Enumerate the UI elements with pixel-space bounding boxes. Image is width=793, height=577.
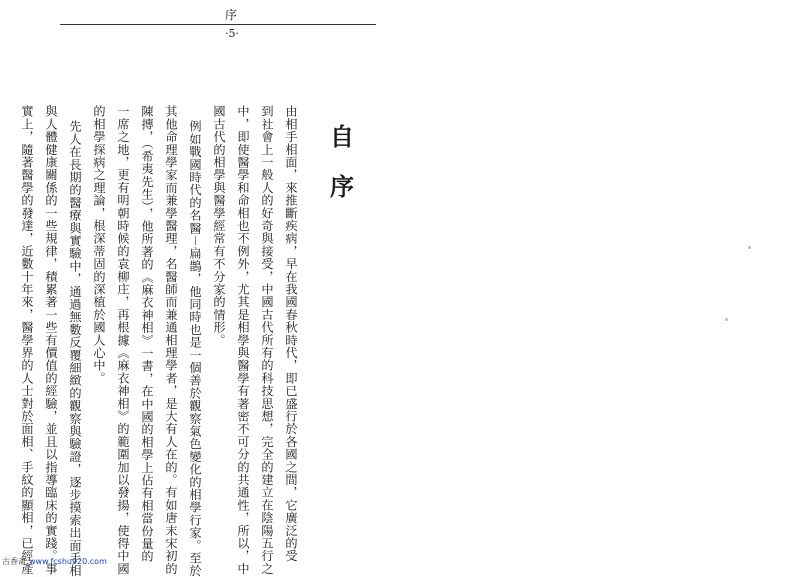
- text-column-6: 其他命理學家而兼學醫理，名醫師而兼通相理學者，是大有人在的。有如唐末宋初的: [164, 105, 178, 575]
- text-column-1: 由相手相面，來推斷疾病，早在我國春秋時代，即已盛行於各國之間，它廣泛的受: [284, 105, 298, 563]
- text-column-7: 陳摶，（希夷先生），他所著的《麻衣神相》一書，在中國的相學上佔有相當份量的: [140, 105, 154, 563]
- site-footer: [2, 556, 107, 567]
- text-column-12: 實上，隨著醫學的發達，近數十年來，醫學界的人士對於面相、手紋的顯相，已經產: [20, 105, 34, 575]
- text-column-8: 一席之地，更有明朝時候的袁柳庄，再根據《麻衣神相》的範圍加以發揚，使得中國: [116, 105, 130, 575]
- text-column-5: 例如戰國時代的名醫－扁鵲，他同時也是一個善於觀察氣色變化的相學行家。至於: [188, 120, 202, 577]
- site-name: 古香斋: [2, 557, 26, 566]
- text-column-9: 的相學探病之理論，根深蒂固的深植於國人心中。: [92, 105, 106, 385]
- text-column-10: 先人在長期的醫療與實驗中，通過無數反覆細緻的觀察與驗證，逐步摸索出面手相: [68, 120, 82, 577]
- text-column-3: 中，即使醫學和命相也不例外，尤其是相學與醫學有著密不可分的共通性，所以，中: [236, 105, 250, 575]
- text-column-11: 與人體健康關係的一些規律，積累著一些有價值的經驗，並且以指導臨床的實踐。事: [44, 105, 58, 575]
- header-rule: [60, 24, 376, 25]
- scan-speck: [748, 246, 751, 249]
- text-column-2: 到社會上一般人的好奇與接受，中國古代所有的科技思想，完全的建立在陰陽五行之: [260, 105, 274, 575]
- heading-char-2: 序: [330, 173, 354, 201]
- running-header-title: 序: [224, 8, 239, 22]
- site-url-link[interactable]: www.fcshu920.com: [29, 557, 107, 566]
- heading-char-1: 自: [330, 123, 354, 151]
- text-column-4: 國古代的相學與醫學經常有不分家的情形。: [212, 105, 226, 347]
- preface-heading: [320, 125, 364, 199]
- page-number: ·5·: [225, 27, 239, 40]
- scan-speck: [725, 318, 728, 321]
